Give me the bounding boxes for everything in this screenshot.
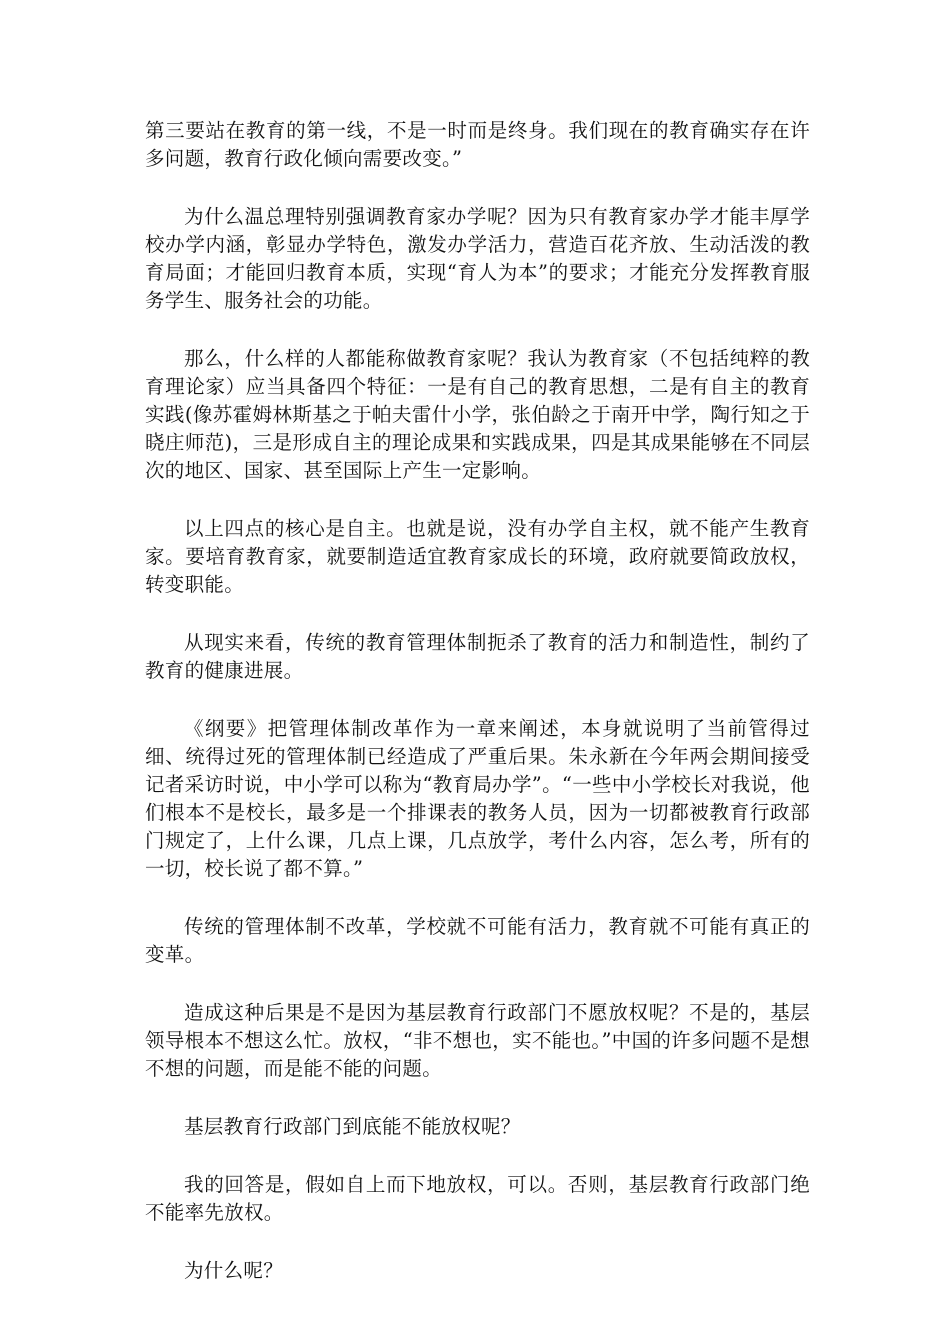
paragraph-3: 那么，什么样的人都能称做教育家呢？我认为教育家（不包括纯粹的教育理论家）应当具备四个特征：一是有自己的教育思想，二是有自主的教育实践(像苏霍姆林斯基之于帕夫雷什小学，张伯龄之于南开中学，陶行知之于晓庄师范)，三是形成自主的理论成果和实践成果，四是其成果能够在不同层次的地区、国家、甚至国际上产生一定影响。: [145, 347, 810, 482]
paragraph-10: 我的回答是，假如自上而下地放权，可以。否则，基层教育行政部门绝不能率先放权。: [145, 1173, 810, 1224]
paragraph-8: 造成这种后果是不是因为基层教育行政部门不愿放权呢？不是的，基层领导根本不想这么忙。放权，“非不想也，实不能也。”中国的许多问题不是想不想的问题，而是能不能的问题。: [145, 1001, 810, 1080]
paragraph-9: 基层教育行政部门到底能不能放权呢？: [184, 1115, 521, 1138]
paragraph-6: 《纲要》把管理体制改革作为一章来阐述，本身就说明了当前管得过细、统得过死的管理体制已经造成了严重后果。朱永新在今年两会期间接受记者采访时说，中小学可以称为“教育局办学”。“一些中小学校长对我说，他们根本不是校长，最多是一个排课表的教务人员，因为一切都被教育行政部门规定了，上什么课，几点上课，几点放学，考什么内容，怎么考，所有的一切，校长说了都不算。”: [145, 717, 810, 880]
paragraph-7: 传统的管理体制不改革，学校就不可能有活力，教育就不可能有真正的变革。: [145, 915, 810, 966]
paragraph-5: 从现实来看，传统的教育管理体制扼杀了教育的活力和制造性，制约了教育的健康进展。: [145, 631, 810, 682]
paragraph-2: 为什么温总理特别强调教育家办学呢？因为只有教育家办学才能丰厚学校办学内涵，彰显办学特色，激发办学活力，营造百花齐放、生动活泼的教育局面；才能回归教育本质，实现“育人为本”的要求；才能充分发挥教育服务学生、服务社会的功能。: [145, 205, 810, 312]
paragraph-11: 为什么呢？: [184, 1259, 284, 1282]
paragraph-1: 第三要站在教育的第一线，不是一时而是终身。我们现在的教育确实存在许多问题，教育行政化倾向需要改变。”: [145, 119, 810, 170]
document-body: [145, 117, 810, 1315]
paragraph-4: 以上四点的核心是自主。也就是说，没有办学自主权，就不能产生教育家。要培育教育家，就要制造适宜教育家成长的环境，政府就要简政放权，转变职能。: [145, 517, 810, 596]
